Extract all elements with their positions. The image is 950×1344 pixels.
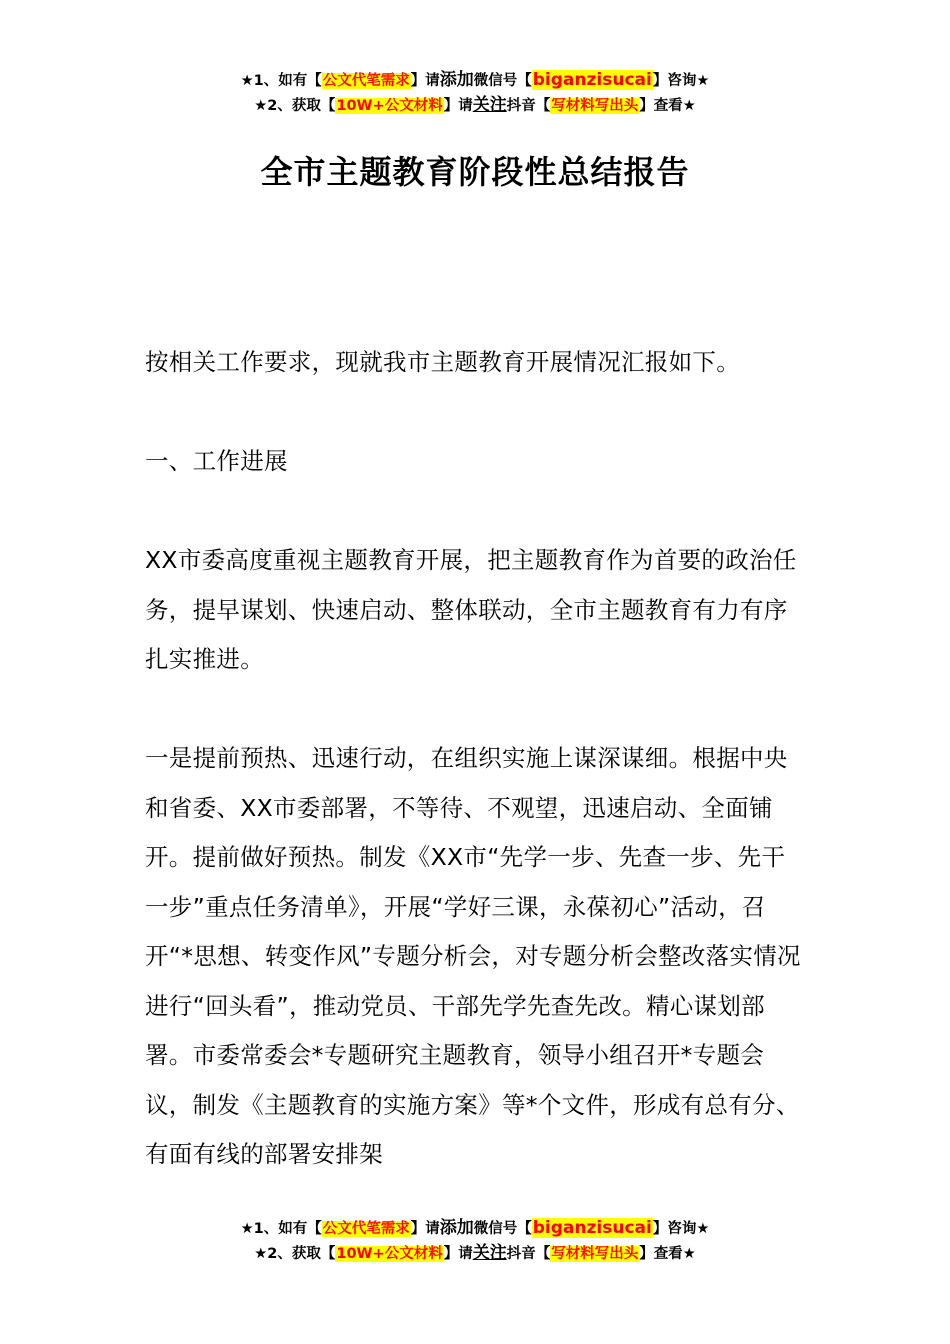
banner-text: 】请 <box>410 73 440 89</box>
banner-highlight: 公文代笔需求 <box>322 1221 410 1237</box>
banner-text: ★2、获取【 <box>254 1246 336 1262</box>
banner-highlight: 写材料写出头 <box>551 98 639 114</box>
banner-highlight: 10W+公文材料 <box>336 98 443 114</box>
banner-highlight: biganzisucai <box>532 1218 652 1238</box>
banner-text: ★1、如有【 <box>240 1221 322 1237</box>
banner-text: 抖音【 <box>506 1246 551 1262</box>
banner-line-1 <box>0 68 950 93</box>
banner-text: 抖音【 <box>506 98 551 114</box>
banner-text: 】请 <box>443 1246 473 1262</box>
banner-text: 】咨询★ <box>652 1221 710 1237</box>
banner-highlight: biganzisucai <box>532 70 652 90</box>
banner-emphasis: 关注 <box>472 95 507 115</box>
banner-text: 】请 <box>410 1221 440 1237</box>
banner-text: 】查看★ <box>639 1246 696 1262</box>
banner-emphasis: 添加 <box>439 70 474 90</box>
header-banner <box>0 68 950 118</box>
banner-highlight: 10W+公文材料 <box>336 1246 443 1262</box>
document-title: 全市主题教育阶段性总结报告 <box>260 153 690 191</box>
banner-highlight: 写材料写出头 <box>551 1246 639 1262</box>
banner-text: 微信号【 <box>473 1221 532 1237</box>
paragraph-intro: 按相关工作要求，现就我市主题教育开展情况汇报如下。 <box>145 348 740 376</box>
banner-highlight: 公文代笔需求 <box>322 73 410 89</box>
document-body <box>145 338 809 1229</box>
paragraph: 一是提前预热、迅速行动，在组织实施上谋深谋细。根据中央和省委、XX市委部署，不等待、不观望，迅速启动、全面铺开。提前做好预热。制发《XX市“先学一步、先查一步、先干一步”重点任务清单》，开展“学好三课，永葆初心”活动，召开“*思想、转变作风”专题分析会，对专题分析会整改落实情况进行“回头看”，推动党员、干部先学先查先改。精心谋划部署。市委常委会*专题研究主题教育，领导小组召开*专题会议，制发《主题教育的实施方案》等*个文件，形成有总有分、有面有线的部署安排架 <box>145 744 801 1168</box>
banner-emphasis: 关注 <box>472 1243 507 1263</box>
banner-emphasis: 添加 <box>439 1218 474 1238</box>
footer-banner <box>0 1216 950 1266</box>
banner-line-2 <box>0 93 950 118</box>
paragraph: XX市委高度重视主题教育开展，把主题教育作为首要的政治任务，提早谋划、快速启动、整体联动，全市主题教育有力有序扎实推进。 <box>145 546 797 673</box>
section-heading: 一、工作进展 <box>145 447 288 475</box>
banner-text: 】查看★ <box>639 98 696 114</box>
banner-line-2 <box>0 1241 950 1266</box>
banner-text: 】请 <box>443 98 473 114</box>
banner-text: ★1、如有【 <box>240 73 322 89</box>
banner-line-1 <box>0 1216 950 1241</box>
banner-text: ★2、获取【 <box>254 98 336 114</box>
banner-text: 】咨询★ <box>652 73 710 89</box>
banner-text: 微信号【 <box>473 73 532 89</box>
